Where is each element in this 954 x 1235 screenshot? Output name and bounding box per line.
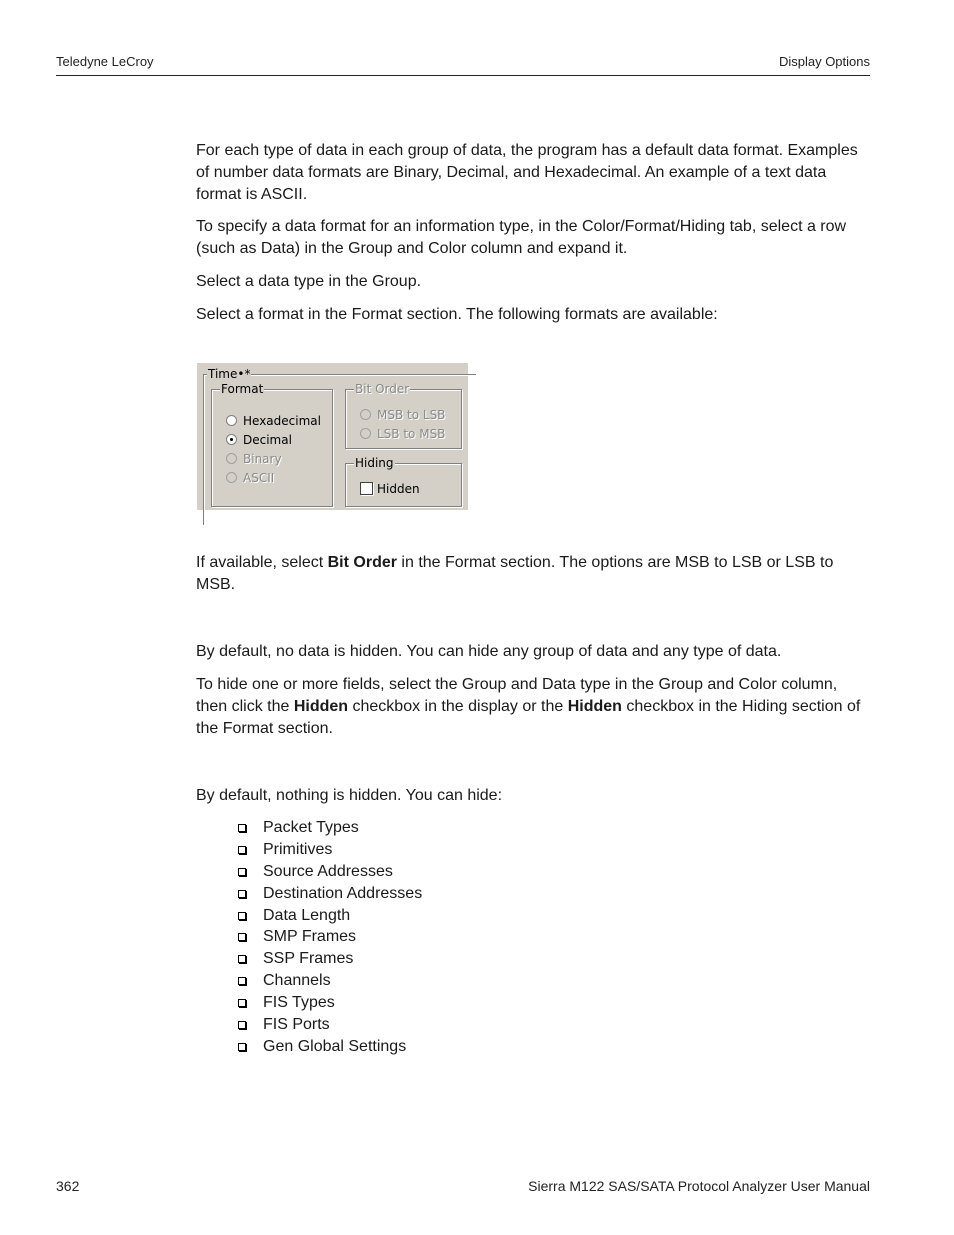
hidden-checkbox-label: Hidden	[377, 482, 420, 496]
hide-options-list	[238, 817, 422, 1058]
list-item: FIS Ports	[238, 1014, 422, 1036]
list-item: Channels	[238, 970, 422, 992]
list-item: Destination Addresses	[238, 883, 422, 905]
paragraph-default-no-hidden: By default, no data is hidden. You can hide any group of data and any type of data.	[196, 643, 782, 660]
checkbox-bullet-icon	[238, 955, 246, 963]
checkbox-bullet-icon	[238, 999, 246, 1007]
time-group-title: Time•*	[208, 367, 251, 381]
paragraph-specify-format: To specify a data format for an information type, in the Color/Format/Hiding tab, select a row (such as Data) in the Group and Color column and expand it.	[196, 218, 847, 257]
list-item: Primitives	[238, 839, 422, 861]
radio-disabled-icon	[226, 453, 237, 464]
paragraph-bit-order: If available, select Bit Order in the Format section. The options are MSB to LSB or LSB to MSB.	[196, 554, 834, 593]
radio-decimal-label: Decimal	[243, 433, 292, 447]
radio-msb-to-lsb-label: MSB to LSB	[377, 408, 446, 422]
radio-lsb-to-msb-label: LSB to MSB	[377, 427, 446, 441]
checkbox-bullet-icon	[238, 1021, 246, 1029]
radio-icon	[226, 415, 237, 426]
page-number: 362	[56, 1178, 80, 1194]
format-group-title: Format	[221, 382, 264, 396]
radio-binary-label: Binary	[243, 452, 282, 466]
paragraph-select-format: Select a format in the Format section. The following formats are available:	[196, 306, 718, 323]
list-item: SMP Frames	[238, 926, 422, 948]
radio-hexadecimal-label: Hexadecimal	[243, 414, 321, 428]
paragraph-select-data-type: Select a data type in the Group.	[196, 273, 422, 290]
hiding-group-box	[345, 456, 462, 507]
radio-disabled-icon	[360, 409, 371, 420]
checkbox-bullet-icon	[238, 977, 246, 985]
list-item: SSP Frames	[238, 948, 422, 970]
hidden-checkbox[interactable]	[360, 481, 450, 497]
list-item: FIS Types	[238, 992, 422, 1014]
checkbox-bullet-icon	[238, 890, 246, 898]
checkbox-bullet-icon	[238, 933, 246, 941]
list-item: Packet Types	[238, 817, 422, 839]
header-divider	[56, 75, 870, 76]
paragraph-data-formats: For each type of data in each group of data, the program has a default data format. Examples of number data formats are Binary, Decimal, and Hexadecimal. An example of a text data format is ASCII.	[196, 142, 858, 203]
list-item: Source Addresses	[238, 861, 422, 883]
bit-order-group-title: Bit Order	[355, 382, 410, 396]
paragraph-hide-fields: To hide one or more fields, select the Group and Data type in the Group and Color column, then click the Hidden checkbox in the display or the Hidden checkbox in the Hiding section of the Format section.	[196, 676, 861, 737]
checkbox-bullet-icon	[238, 824, 246, 832]
manual-title: Sierra M122 SAS/SATA Protocol Analyzer User Manual	[528, 1178, 870, 1194]
paragraph-nothing-hidden: By default, nothing is hidden. You can hide:	[196, 787, 503, 804]
bit-order-group-box	[345, 382, 462, 449]
list-item: Data Length	[238, 905, 422, 927]
radio-selected-icon	[226, 434, 237, 445]
radio-ascii-label: ASCII	[243, 471, 275, 485]
checkbox-bullet-icon	[238, 912, 246, 920]
radio-disabled-icon	[360, 428, 371, 439]
format-group-box	[211, 382, 333, 507]
header-right-text: Display Options	[778, 54, 870, 69]
format-dialog-screenshot	[197, 363, 468, 510]
checkbox-bullet-icon	[238, 846, 246, 854]
checkbox-bullet-icon	[238, 868, 246, 876]
checkbox-bullet-icon	[238, 1043, 246, 1051]
list-item: Gen Global Settings	[238, 1036, 422, 1058]
header-left-text: Teledyne LeCroy	[56, 54, 154, 69]
checkbox-icon	[360, 482, 373, 495]
radio-disabled-icon	[226, 472, 237, 483]
hiding-group-title: Hiding	[355, 456, 394, 470]
